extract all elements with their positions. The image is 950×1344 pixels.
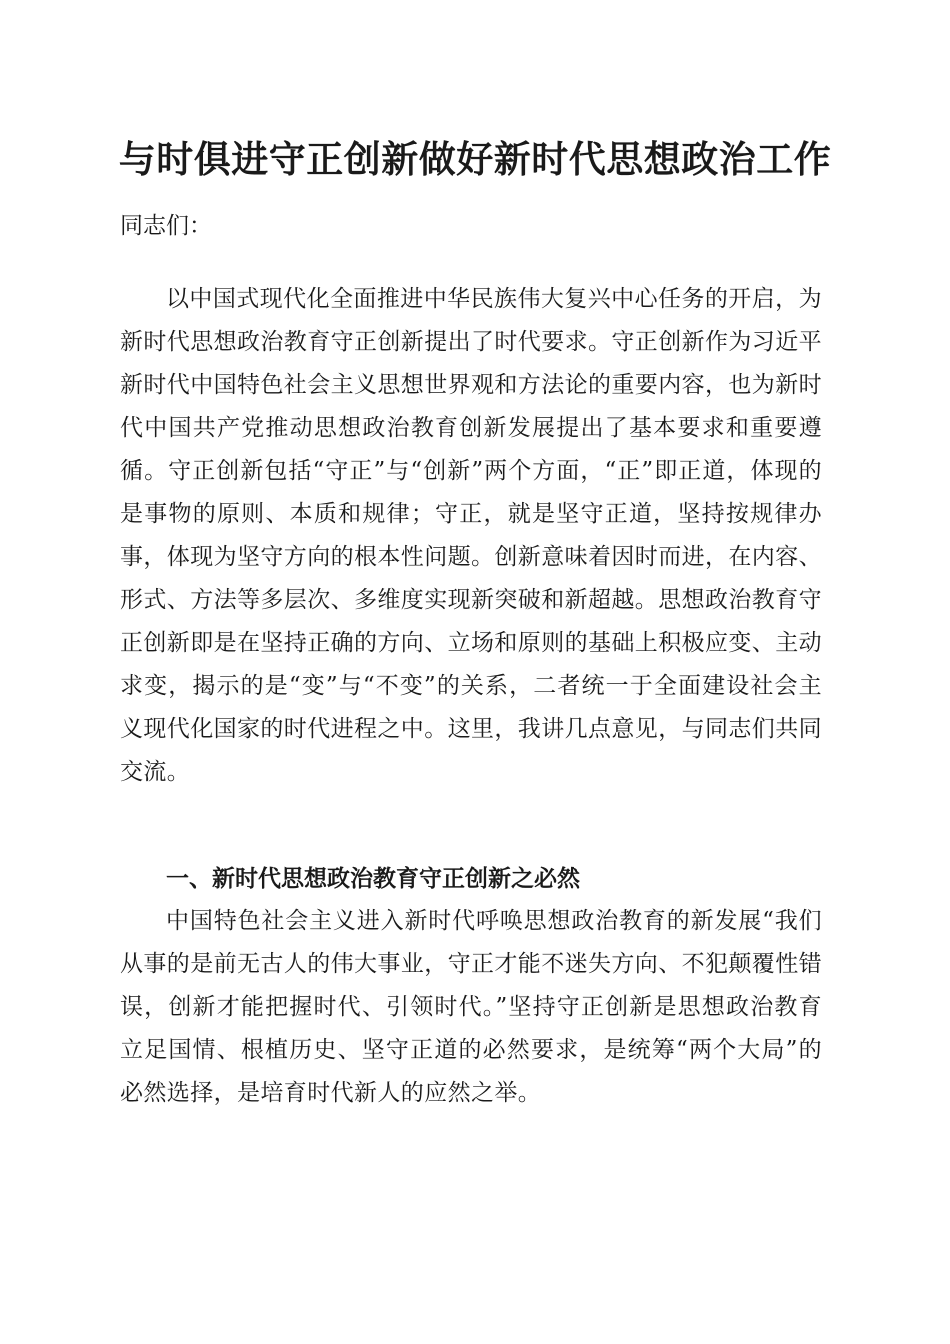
salutation: 同志们： [120, 213, 212, 239]
section-heading: 一、新时代思想政治教育守正创新之必然 [166, 866, 580, 892]
body-paragraph-section-one: 中国特色社会主义进入新时代呼唤思想政治教育的新发展“我们从事的是前无古人的伟大事业，守正才能不迷失方向、不犯颠覆性错误，创新才能把握时代、引领时代。”坚持守正创新是思想政治教育立足国情、根植历史、坚守正道的必然要求，是统筹“两个大局”的必然选择，是培育时代新人的应然之举。 [120, 908, 822, 1106]
document-title: 与时俱进守正创新做好新时代思想政治工作 [118, 137, 832, 181]
body-paragraph-intro: 以中国式现代化全面推进中华民族伟大复兴中心任务的开启，为新时代思想政治教育守正创新提出了时代要求。守正创新作为习近平新时代中国特色社会主义思想世界观和方法论的重要内容，也为新时代中国共产党推动思想政治教育创新发展提出了基本要求和重要遵循。守正创新包括“守正”与“创新”两个方面，“正”即正道，体现的是事物的原则、本质和规律；守正，就是坚守正道，坚持按规律办事，体现为坚守方向的根本性问题。创新意味着因时而进，在内容、形式、方法等多层次、多维度实现新突破和新超越。思想政治教育守正创新即是在坚持正确的方向、立场和原则的基础上积极应变、主动求变，揭示的是“变”与“不变”的关系，二者统一于全面建设社会主义现代化国家的时代进程之中。这里，我讲几点意见，与同志们共同交流。 [120, 286, 822, 785]
